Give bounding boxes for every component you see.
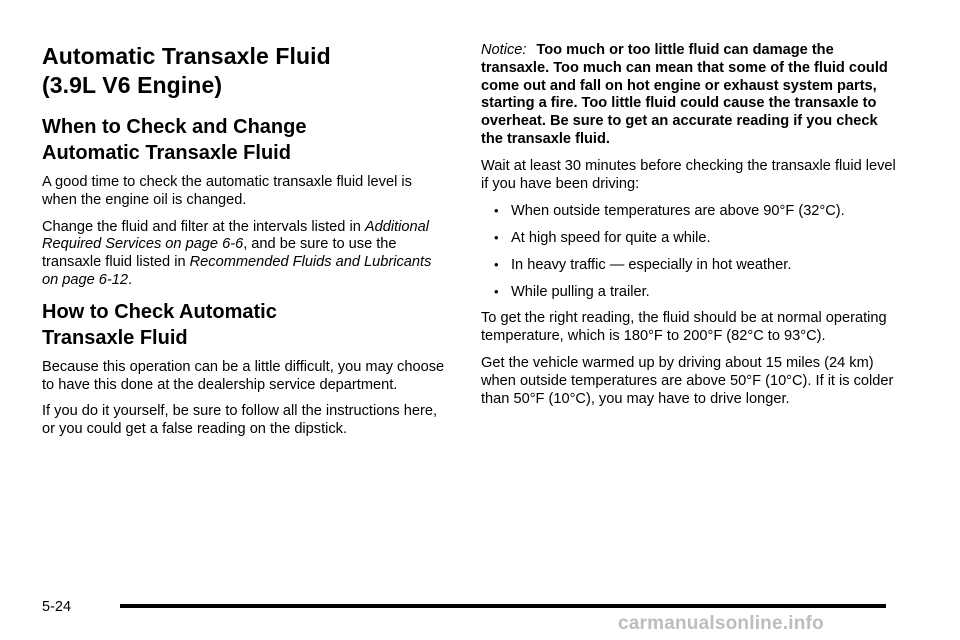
section-heading-how-to-check: [42, 299, 452, 351]
section-heading-when-to-check: [42, 114, 452, 166]
bullet-icon: •: [494, 257, 499, 273]
notice-label: Notice:: [481, 42, 527, 58]
bullet-icon: •: [494, 203, 499, 219]
bullet-icon: •: [494, 284, 499, 300]
list-item-text: In heavy traffic — especially in hot weather.: [511, 257, 792, 274]
paragraph-change-fluid: [42, 219, 447, 290]
page-title-line1: Automatic Transaxle Fluid: [42, 43, 331, 69]
section-heading-line1: How to Check Automatic: [42, 300, 277, 323]
list-item: [481, 256, 911, 274]
conditions-list: [481, 202, 911, 301]
list-item-text: While pulling a trailer.: [511, 284, 650, 301]
paragraph-warm-up: Get the vehicle warmed up by driving about 15 miles (24 km) when outside temperatures are above 50°F (10°C). If it is colder than 50°F (10°C), you may have to drive longer.: [481, 354, 894, 407]
paragraph-wait: Wait at least 30 minutes before checking the transaxle fluid level if you have been driving:: [481, 157, 896, 192]
notice-paragraph: [481, 42, 901, 149]
paragraph-do-it-yourself: If you do it yourself, be sure to follow all the instructions here, or you could get a false reading on the dipstick.: [42, 403, 438, 438]
section-heading-line2: Automatic Transaxle Fluid: [42, 142, 291, 164]
list-item: [481, 229, 911, 247]
right-column: [481, 42, 911, 417]
paragraph-right-reading: To get the right reading, the fluid should be at normal operating temperature, which is 180°F to 200°F (82°C to 93°C).: [481, 310, 887, 345]
section-heading-line1: When to Check and Change: [42, 116, 307, 138]
paragraph-text: , and be sure to use the transaxle fluid listed in: [42, 236, 397, 271]
footer-divider: [120, 604, 886, 608]
cross-reference-additional-services[interactable]: Additional Required Services on page 6-6: [42, 218, 429, 253]
section-heading-line2: Transaxle Fluid: [42, 326, 188, 349]
left-column: [42, 42, 452, 448]
page-title: [42, 42, 452, 100]
page-number: 5-24: [42, 599, 72, 615]
paragraph-good-time: A good time to check the automatic transaxle fluid level is when the engine oil is changed.: [42, 174, 412, 208]
paragraph-difficult-operation: Because this operation can be a little difficult, you may choose to have this done at the dealership service department.: [42, 358, 445, 393]
paragraph-text: Change the fluid and filter at the intervals listed in: [42, 218, 365, 235]
bullet-icon: •: [494, 230, 499, 246]
list-item-text: At high speed for quite a while.: [511, 230, 711, 247]
list-item-text: When outside temperatures are above 90°F (32°C).: [511, 203, 845, 220]
list-item: [481, 283, 911, 301]
list-item: [481, 202, 911, 220]
notice-text: Too much or too little fluid can damage the transaxle. Too much can mean that some of the fluid could come out and fall on hot engine or exhaust system parts, starting a fire. Too little fluid could cause the transaxle to overheat. Be sure to get an accurate reading if you check the transaxle fluid.: [481, 42, 888, 147]
cross-reference-recommended-fluids[interactable]: Recommended Fluids and Lubricants on page 6-12: [42, 254, 432, 288]
paragraph-text: .: [128, 271, 133, 288]
watermark: carmanualsonline.info: [618, 613, 824, 634]
page-title-line2: (3.9L V6 Engine): [42, 72, 223, 98]
